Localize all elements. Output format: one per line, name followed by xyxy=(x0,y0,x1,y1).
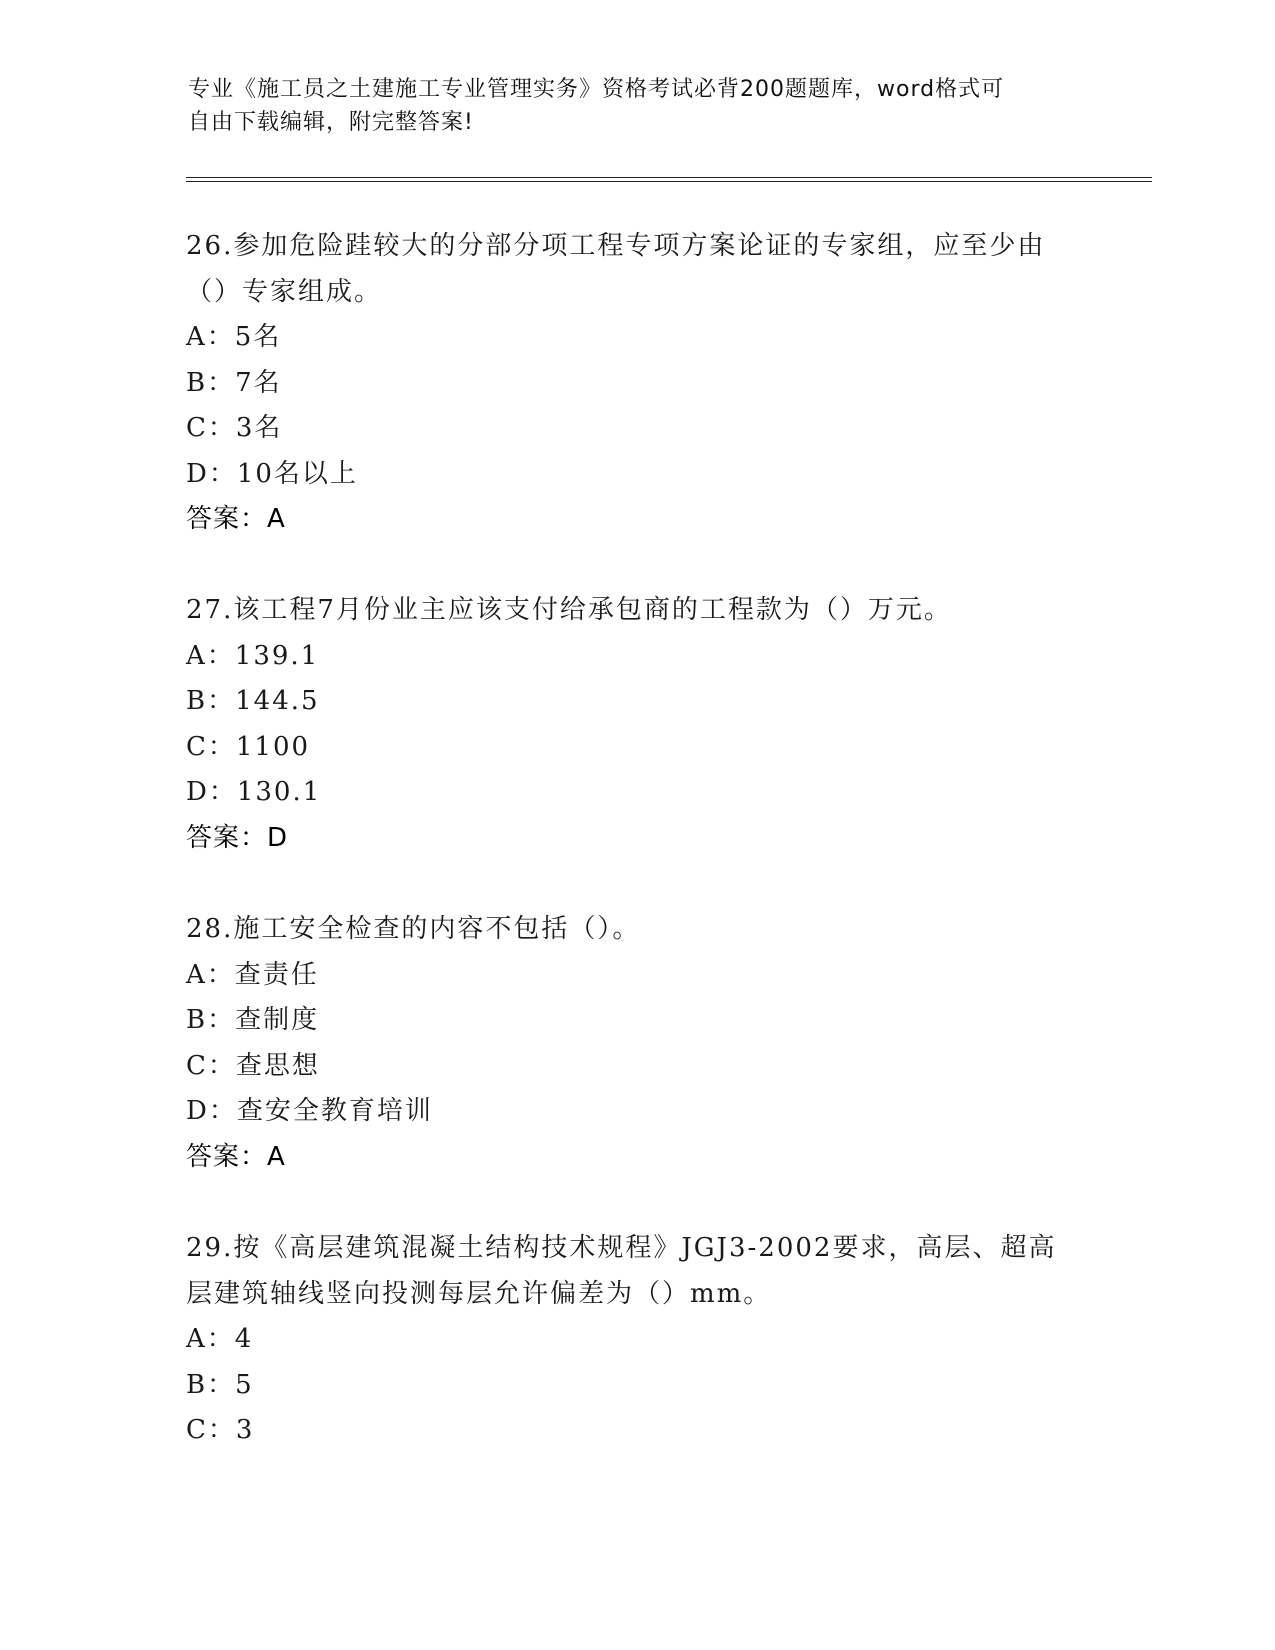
option-c: C：1100 xyxy=(186,731,311,762)
option-a: A：4 xyxy=(186,1324,254,1354)
option-c: C：3 xyxy=(186,1415,255,1445)
answer: 答案：A xyxy=(186,1141,286,1172)
question-stem: 29.按《高层建筑混凝土结构技术规程》JGJ3-2002要求，高层、超高 xyxy=(186,1233,1057,1263)
question-26 xyxy=(186,224,1086,543)
option-d: D：查安全教育培训 xyxy=(186,1096,433,1126)
question-stem: 26.参加危险跬较大的分部分项工程专项方案论证的专家组，应至少由 xyxy=(186,231,1046,261)
question-stem-continued: （）专家组成。 xyxy=(186,276,383,307)
question-29 xyxy=(186,1226,1086,1454)
option-c: C：3名 xyxy=(186,413,283,443)
option-b: B：查制度 xyxy=(186,1005,320,1035)
option-a: A：5名 xyxy=(186,322,282,352)
option-d: D：130.1 xyxy=(186,777,322,807)
question-stem-continued: 层建筑轴线竖向投测每层允许偏差为（）mm。 xyxy=(186,1278,772,1309)
question-stem: 27.该工程7月份业主应该支付给承包商的工程款为（）万元。 xyxy=(186,595,952,625)
option-a: A：139.1 xyxy=(186,640,320,671)
header-line-2: 自由下载编辑，附完整答案! xyxy=(188,110,474,135)
answer: 答案：D xyxy=(186,822,289,853)
option-a: A：查责任 xyxy=(186,959,319,990)
answer: 答案：A xyxy=(186,504,286,534)
question-27 xyxy=(186,588,1086,861)
option-b: B：7名 xyxy=(186,367,282,398)
option-b: B：144.5 xyxy=(186,686,320,716)
option-b: B：5 xyxy=(186,1369,254,1400)
header-divider xyxy=(186,177,1152,182)
document-header xyxy=(188,73,1088,139)
option-d: D：10名以上 xyxy=(186,458,358,489)
header-line-1: 专业《施工员之土建施工专业管理实务》资格考试必背200题题库，word格式可 xyxy=(188,77,1005,102)
question-stem: 28.施工安全检查的内容不包括（）。 xyxy=(186,914,641,944)
question-28 xyxy=(186,907,1086,1180)
option-c: C：查思想 xyxy=(186,1050,320,1081)
